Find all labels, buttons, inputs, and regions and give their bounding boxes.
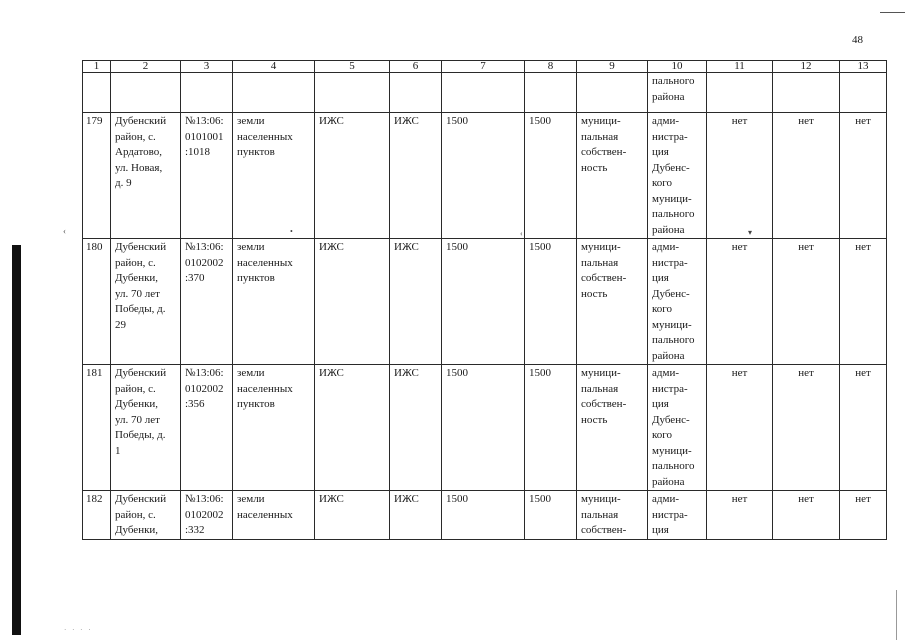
cell-empty <box>83 73 111 113</box>
cell-col-11: нет <box>707 365 773 491</box>
cell-empty <box>233 73 315 113</box>
cell-area: 1500 <box>442 113 525 239</box>
cell-actual-use: ИЖС <box>390 239 442 365</box>
cell-area-documented: 1500 <box>525 239 577 365</box>
cell-rights-holder: адми- нистра- ция Дубенс- кого муници- пального района <box>648 239 707 365</box>
cell-area: 1500 <box>442 239 525 365</box>
cell-col-12: нет <box>773 365 840 491</box>
cell-cadastral-number: №13:06: 0102002 :370 <box>181 239 233 365</box>
cell-land-category: земли населенных пунктов <box>233 113 315 239</box>
scan-edge-line <box>896 590 897 640</box>
cell-area-documented: 1500 <box>525 365 577 491</box>
cell-row-number: 179 <box>83 113 111 239</box>
top-edge-rule <box>880 12 905 13</box>
header-cell-4: 4 <box>233 61 315 73</box>
cell-area-documented: 1500 <box>525 113 577 239</box>
header-cell-7: 7 <box>442 61 525 73</box>
scan-speck: • <box>290 227 293 236</box>
cell-empty <box>315 73 390 113</box>
cell-empty <box>707 73 773 113</box>
cell-address: Дубенский район, с. Дубенки, ул. 70 лет Победы, д. 1 <box>111 365 181 491</box>
table-row <box>83 113 887 239</box>
cell-empty <box>840 73 887 113</box>
cell-row-number: 181 <box>83 365 111 491</box>
cell-land-category: земли населенных пунктов <box>233 365 315 491</box>
cell-permitted-use: ИЖС <box>315 365 390 491</box>
header-cell-3: 3 <box>181 61 233 73</box>
cell-cadastral-number: №13:06: 0102002 :332 <box>181 491 233 540</box>
land-register-table <box>82 60 887 540</box>
cell-row-number: 182 <box>83 491 111 540</box>
page-number: 48 <box>852 34 863 46</box>
cell-empty <box>442 73 525 113</box>
cell-area: 1500 <box>442 491 525 540</box>
cell-land-category: земли населенных пунктов <box>233 239 315 365</box>
header-cell-13: 13 <box>840 61 887 73</box>
header-cell-1: 1 <box>83 61 111 73</box>
cell-empty <box>577 73 648 113</box>
cell-address: Дубенский район, с. Дубенки, ул. 70 лет Победы, д. 29 <box>111 239 181 365</box>
cell-address: Дубенский район, с. Ардатово, ул. Новая, д. 9 <box>111 113 181 239</box>
cell-actual-use: ИЖС <box>390 113 442 239</box>
cell-col-13: нет <box>840 365 887 491</box>
cell-col-11: нет <box>707 491 773 540</box>
header-cell-6: 6 <box>390 61 442 73</box>
cell-actual-use: ИЖС <box>390 491 442 540</box>
cell-col-13: нет <box>840 113 887 239</box>
cell-ownership-form: муници- пальная собствен- ность <box>577 113 648 239</box>
cell-land-category: земли населенных <box>233 491 315 540</box>
cell-rights-holder: адми- нистра- ция Дубенс- кого муници- пального района <box>648 365 707 491</box>
cell-empty <box>181 73 233 113</box>
continuation-row <box>83 73 887 113</box>
header-cell-2: 2 <box>111 61 181 73</box>
cell-cadastral-number: №13:06: 0102002 :356 <box>181 365 233 491</box>
cell-rights-holder: адми- нистра- ция <box>648 491 707 540</box>
cell-col-12: нет <box>773 113 840 239</box>
scan-dots: · · · · <box>64 626 93 634</box>
cell-cadastral-number: №13:06: 0101001 :1018 <box>181 113 233 239</box>
cell-rights-holder: адми- нистра- ция Дубенс- кого муници- пального района <box>648 113 707 239</box>
header-cell-8: 8 <box>525 61 577 73</box>
cell-empty <box>111 73 181 113</box>
cell-area-documented: 1500 <box>525 491 577 540</box>
cell-permitted-use: ИЖС <box>315 113 390 239</box>
cell-area: 1500 <box>442 365 525 491</box>
cell-permitted-use: ИЖС <box>315 491 390 540</box>
cell-row-number: 180 <box>83 239 111 365</box>
cell-col-12: нет <box>773 239 840 365</box>
cell-col-11: нет <box>707 239 773 365</box>
header-cell-5: 5 <box>315 61 390 73</box>
header-row <box>83 61 887 73</box>
header-cell-10: 10 <box>648 61 707 73</box>
cell-permitted-use: ИЖС <box>315 239 390 365</box>
table-row <box>83 491 887 540</box>
table-row <box>83 365 887 491</box>
header-cell-11: 11 <box>707 61 773 73</box>
header-cell-9: 9 <box>577 61 648 73</box>
cell-col-13: нет <box>840 239 887 365</box>
cell-ownership-form: муници- пальная собствен- <box>577 491 648 540</box>
scan-mark: ‹ <box>63 226 66 236</box>
cell-col-13: нет <box>840 491 887 540</box>
cell-col-12: нет <box>773 491 840 540</box>
cell-actual-use: ИЖС <box>390 365 442 491</box>
scan-speck: ▾ <box>748 228 753 237</box>
scan-binding-shadow <box>12 245 21 635</box>
scan-speck: ‹ <box>520 229 523 238</box>
cell-col-11: нет <box>707 113 773 239</box>
cell-ownership-form: муници- пальная собствен- ность <box>577 365 648 491</box>
cell-address: Дубенский район, с. Дубенки, <box>111 491 181 540</box>
cell-empty <box>390 73 442 113</box>
cell-holder-continued: пального района <box>648 73 707 113</box>
cell-ownership-form: муници- пальная собствен- ность <box>577 239 648 365</box>
cell-empty <box>525 73 577 113</box>
header-cell-12: 12 <box>773 61 840 73</box>
table-row <box>83 239 887 365</box>
cell-empty <box>773 73 840 113</box>
